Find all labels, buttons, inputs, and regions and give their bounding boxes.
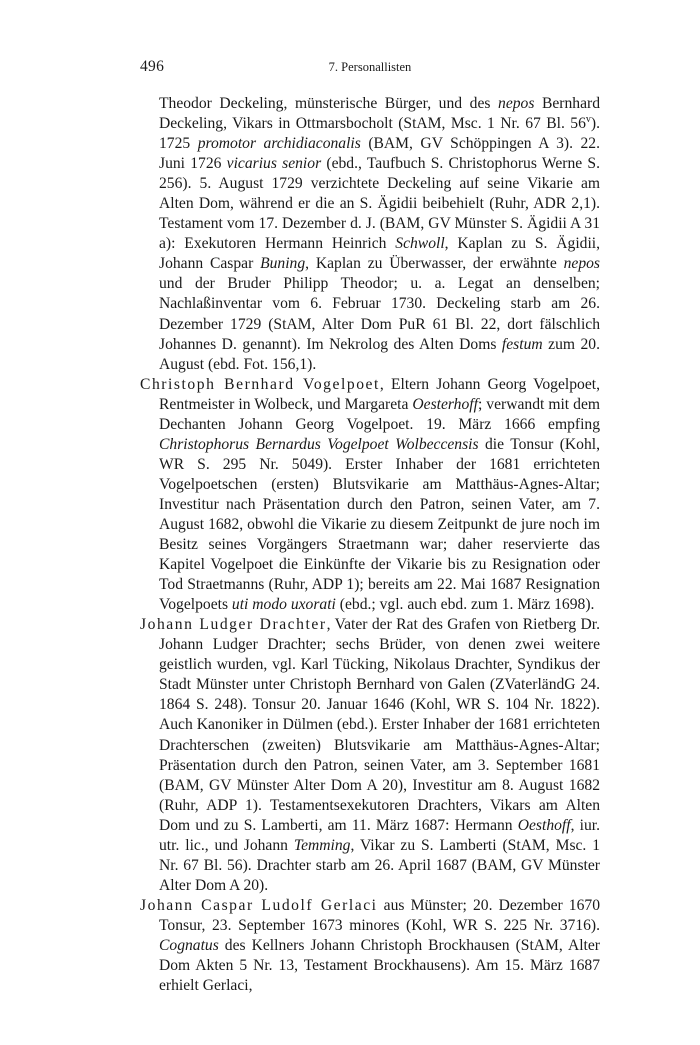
- italic-term: Buning: [260, 255, 306, 273]
- text-run: , Kaplan zu Überwasser, der erwähnte: [305, 255, 564, 273]
- italic-term: nepos: [498, 95, 535, 112]
- page-number: 496: [140, 58, 165, 75]
- text-run: Bernhard Deckeling, Vikars in Ottmarsbocholt (StAM, Msc. 1 Nr. 67 Bl. 56: [159, 95, 601, 133]
- text-run: , Kaplan zu S. Ägidii, Johann Caspar: [159, 235, 601, 273]
- entry-gerlaci: [140, 896, 600, 996]
- text-run: (BAM, GV Schöppingen A 3). 22. Juni 1726: [159, 135, 600, 173]
- text-run: (ebd.; vgl. auch ebd. zum 1. März 1698).: [335, 596, 595, 614]
- italic-term: festum: [501, 335, 543, 353]
- italic-term: Cognatus: [159, 936, 219, 954]
- text-run: , Vikar zu S. Lamberti (StAM, Msc. 1 Nr. 67 Bl. 56). Drachter starb am 26. April 1687 (BAM, GV Münster Alter Dom A 20).: [159, 836, 601, 894]
- italic-term: promotor archidiaconalis: [197, 135, 361, 153]
- italic-term: nepos: [563, 255, 600, 273]
- text-run: und der Bruder Philipp Theodor; u. a. Legat an denselben; Nachlaßinventar vom 6. Februar 1730. Deckeling starb am 26. Dezember 1729 (StAM, Alter Dom PuR 61 Bl. 22, dort fälschlich Johannes D. genannt). Im Nekrolog des Alten Doms: [159, 275, 600, 353]
- entry-name: Johann Ludger Drachter: [140, 616, 327, 634]
- entry-vogelpoet: [140, 375, 600, 616]
- text-run: , iur. utr. lic., und Johann: [159, 816, 600, 854]
- italic-term: Christophorus Bernardus Vogelpoet Wolbeccensis: [159, 435, 479, 453]
- body-text: [140, 94, 600, 996]
- italic-term: Oesterhoff: [412, 395, 478, 413]
- entry-name: Johann Caspar Ludolf Gerlaci: [140, 896, 378, 914]
- text-run: ; verwandt mit dem Dechanten Johann Georg Vogelpoet. 19. März 1666 empfing: [159, 395, 600, 433]
- text-run: des Kellners Johann Christoph Brockhausen (StAM, Alter Dom Akten 5 Nr. 13, Testament Brockhausens). Am 15. März 1687 erhielt Gerlaci,: [159, 936, 600, 995]
- entry-drachter: [140, 615, 600, 896]
- italic-term: Schwoll: [395, 235, 445, 253]
- entry-name: Christoph Bernhard Vogelpoet: [140, 375, 380, 393]
- italic-term: Temming: [293, 836, 351, 854]
- running-head: 7. Personallisten: [328, 60, 412, 74]
- paragraph-deckeling-continued: [140, 94, 600, 375]
- text-run: , Eltern Johann Georg Vogelpoet, Rentmeister in Wolbeck, und Margareta: [159, 375, 600, 413]
- italic-term: Oesthoff: [517, 816, 571, 834]
- text-run: die Tonsur (Kohl, WR S. 295 Nr. 5049). Erster Inhaber der 1681 errichteten Vogelpoetschen (ersten) Blutsvikarie am Matthäus-Agnes-Altar; Investitur nach Präsentation durch den Patron, seinen Vater, am 7. August 1682, obwohl die Vikarie zu diesem Zeitpunkt de jure noch im Besitz seines Vorgängers Straetmann war; daher reservierte das Kapitel Vogelpoet die Einkünfte der Vikarie bis zu Resignation oder Tod Straetmanns (Ruhr, ADP 1); bereits am 22. Mai 1687 Resignation Vogelpoets: [159, 435, 600, 614]
- text-run: ). 1725: [159, 115, 600, 153]
- italic-term: vicarius senior: [226, 155, 322, 173]
- italic-term: uti modo uxorati: [231, 596, 336, 614]
- text-run: , Vater der Rat des Grafen von Rietberg Dr. Johann Ludger Drachter; sechs Brüder, von denen zwei weitere geistlich wurden, vgl. Karl Tücking, Nikolaus Drachter, Syndikus der Stadt Münster unter Christoph Bernhard von Galen (ZVaterländG 24. 1864 S. 248). Tonsur 20. Januar 1646 (Kohl, WR S. 104 Nr. 1822). Auch Kanoniker in Dülmen (ebd.). Erster Inhaber der 1681 errichteten Drachterschen (zweiten) Blutsvikarie am Matthäus-Agnes-Altar; Präsentation durch den Patron, seinen Vater, am 3. September 1681 (BAM, GV Münster Alter Dom A 20), Investitur am 8. August 1682 (Ruhr, ADP 1). Testamentsexekutoren Drachters, Vikars am Alten Dom und zu S. Lamberti, am 11. März 1687: Hermann: [159, 616, 600, 834]
- text-run: (ebd., Taufbuch S. Christophorus Werne S. 256). 5. August 1729 verzichtete Deckeling auf seine Vikarie am Alten Dom, während er die an S. Ägidii beibehielt (Ruhr, ADR 2,1). Testament vom 17. Dezember d. J. (BAM, GV Münster S. Ägidii A 31 a): Exekutoren Hermann Heinrich: [159, 155, 600, 253]
- text-run: aus Münster; 20. Dezember 1670 Tonsur, 23. September 1673 minores (Kohl, WR S. 225 Nr. 3716).: [159, 896, 600, 934]
- superscript: v: [585, 113, 591, 125]
- page-header: [140, 58, 600, 78]
- text-run: zum 20. August (ebd. Fot. 156,1).: [159, 335, 601, 373]
- text-run: Theodor Deckeling, münsterische Bürger, und des: [159, 95, 499, 112]
